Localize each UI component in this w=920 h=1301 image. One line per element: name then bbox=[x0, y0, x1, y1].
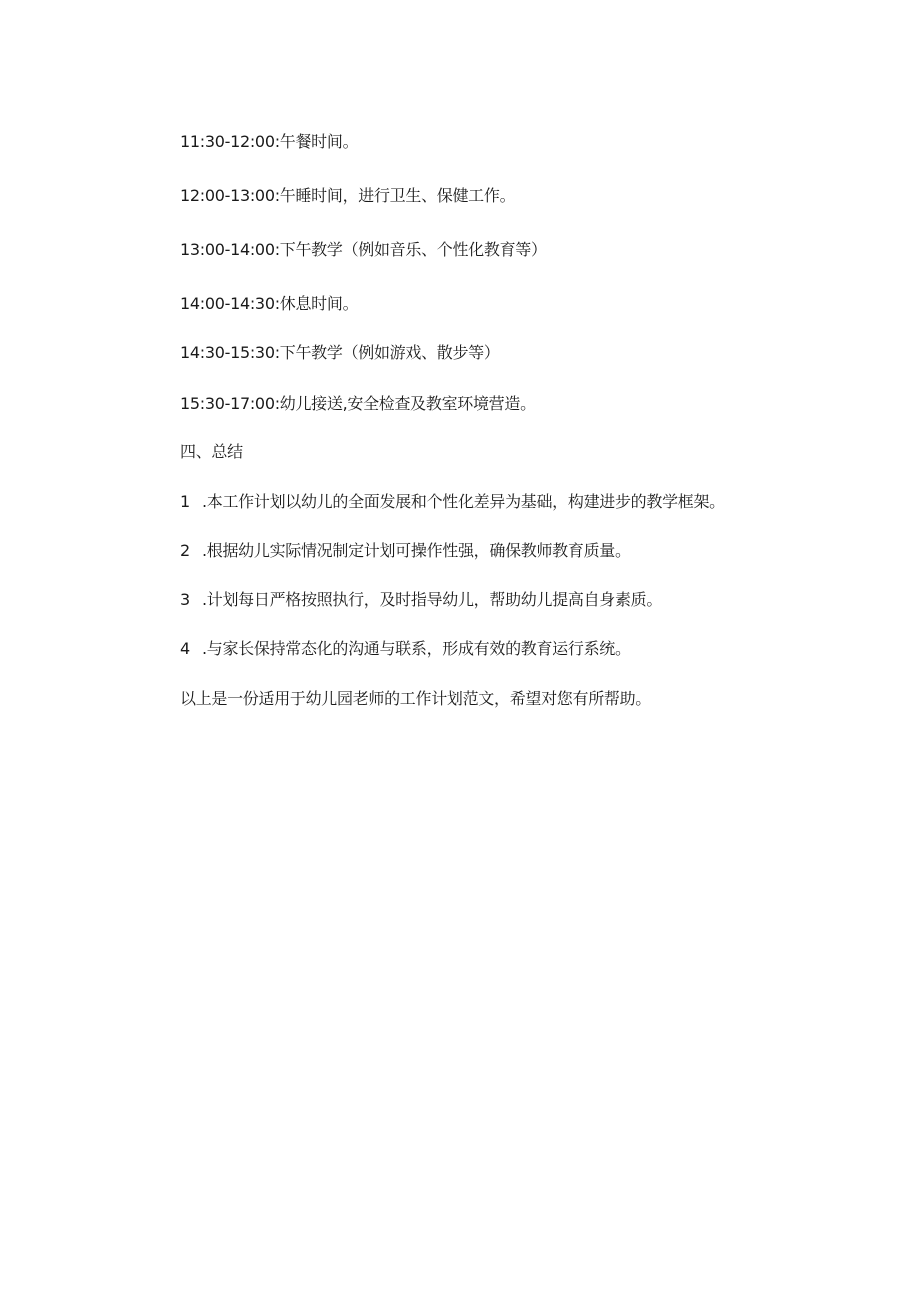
item-number: 4 bbox=[180, 639, 190, 658]
schedule-line: 11:30-12:00:午餐时间。 bbox=[180, 132, 359, 151]
item-text: .根据幼儿实际情况制定计划可操作性强，确保教师教育质量。 bbox=[202, 541, 631, 560]
summary-item bbox=[180, 491, 725, 513]
item-number: 2 bbox=[180, 541, 190, 560]
item-text: .与家长保持常态化的沟通与联系，形成有效的教育运行系统。 bbox=[202, 639, 631, 658]
schedule-line: 12:00-13:00:午睡时间，进行卫生、保健工作。 bbox=[180, 186, 516, 205]
item-text: .计划每日严格按照执行，及时指导幼儿，帮助幼儿提高自身素质。 bbox=[202, 590, 663, 609]
section-heading: 四、总结 bbox=[180, 442, 243, 461]
item-number: 3 bbox=[180, 590, 190, 609]
summary-item bbox=[180, 638, 631, 660]
summary-item bbox=[180, 540, 631, 562]
schedule-line: 14:30-15:30:下午教学（例如游戏、散步等） bbox=[180, 343, 500, 362]
closing-paragraph: 以上是一份适用于幼儿园老师的工作计划范文，希望对您有所帮助。 bbox=[180, 689, 652, 708]
item-number: 1 bbox=[180, 492, 190, 511]
summary-item bbox=[180, 589, 662, 611]
schedule-line: 13:00-14:00:下午教学（例如音乐、个性化教育等） bbox=[180, 240, 547, 259]
schedule-line: 15:30-17:00:幼儿接送,安全检查及教室环境营造。 bbox=[180, 394, 536, 413]
item-text: .本工作计划以幼儿的全面发展和个性化差异为基础，构建进步的教学框架。 bbox=[202, 492, 725, 511]
schedule-line: 14:00-14:30:休息时间。 bbox=[180, 294, 359, 313]
